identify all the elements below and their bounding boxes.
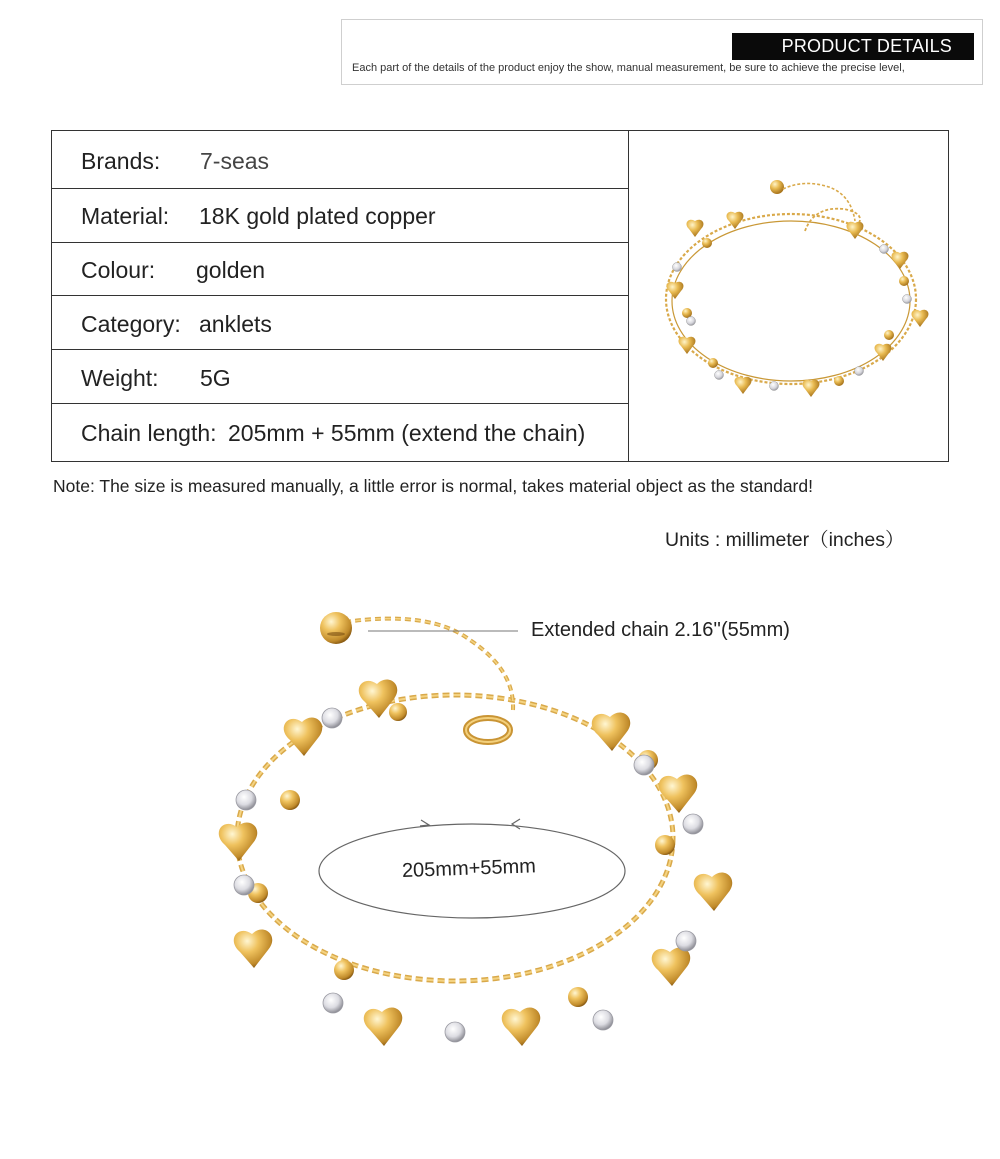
- size-note: Note: The size is measured manually, a little error is normal, takes material object as the standard!: [53, 476, 813, 496]
- spec-list: [52, 131, 629, 461]
- lobster-clasp: [466, 718, 510, 742]
- product-details-tag: PRODUCT DETAILS: [732, 33, 974, 60]
- spec-label: Weight:: [81, 365, 159, 391]
- spec-value: 205mm + 55mm (extend the chain): [228, 420, 586, 446]
- spec-label: Category:: [81, 311, 181, 337]
- spec-label: Colour:: [81, 257, 156, 283]
- spec-value: 7-seas: [200, 148, 270, 174]
- spec-label: Material:: [81, 203, 170, 229]
- spec-value: 18K gold plated copper: [199, 203, 436, 229]
- spec-row-chain-length: [52, 404, 628, 461]
- spec-row-brands: [52, 131, 628, 189]
- spec-value: golden: [196, 257, 266, 283]
- spec-value: anklets: [199, 311, 272, 337]
- spec-row-category: [52, 296, 628, 350]
- anklet-thumbnail-image: [629, 131, 948, 461]
- spec-row-colour: [52, 243, 628, 296]
- anklet-diagram-image: [0, 560, 1000, 1120]
- chain-length-label: 205mm+55mm: [401, 855, 537, 882]
- spec-row-material: [52, 189, 628, 243]
- extended-chain-label: Extended chain 2.16''(55mm): [531, 619, 790, 641]
- units-label: Units : millimeter（inches）: [665, 529, 905, 551]
- spec-value: 5G: [200, 365, 231, 391]
- spec-table: [51, 130, 949, 462]
- product-details-subtitle: Each part of the details of the product enjoy the show, manual measurement, be sure to achieve the precise level,: [352, 62, 905, 74]
- spec-row-weight: [52, 350, 628, 404]
- spec-label: Brands:: [81, 148, 161, 174]
- spec-label: Chain length:: [81, 420, 217, 446]
- end-bell: [320, 612, 352, 644]
